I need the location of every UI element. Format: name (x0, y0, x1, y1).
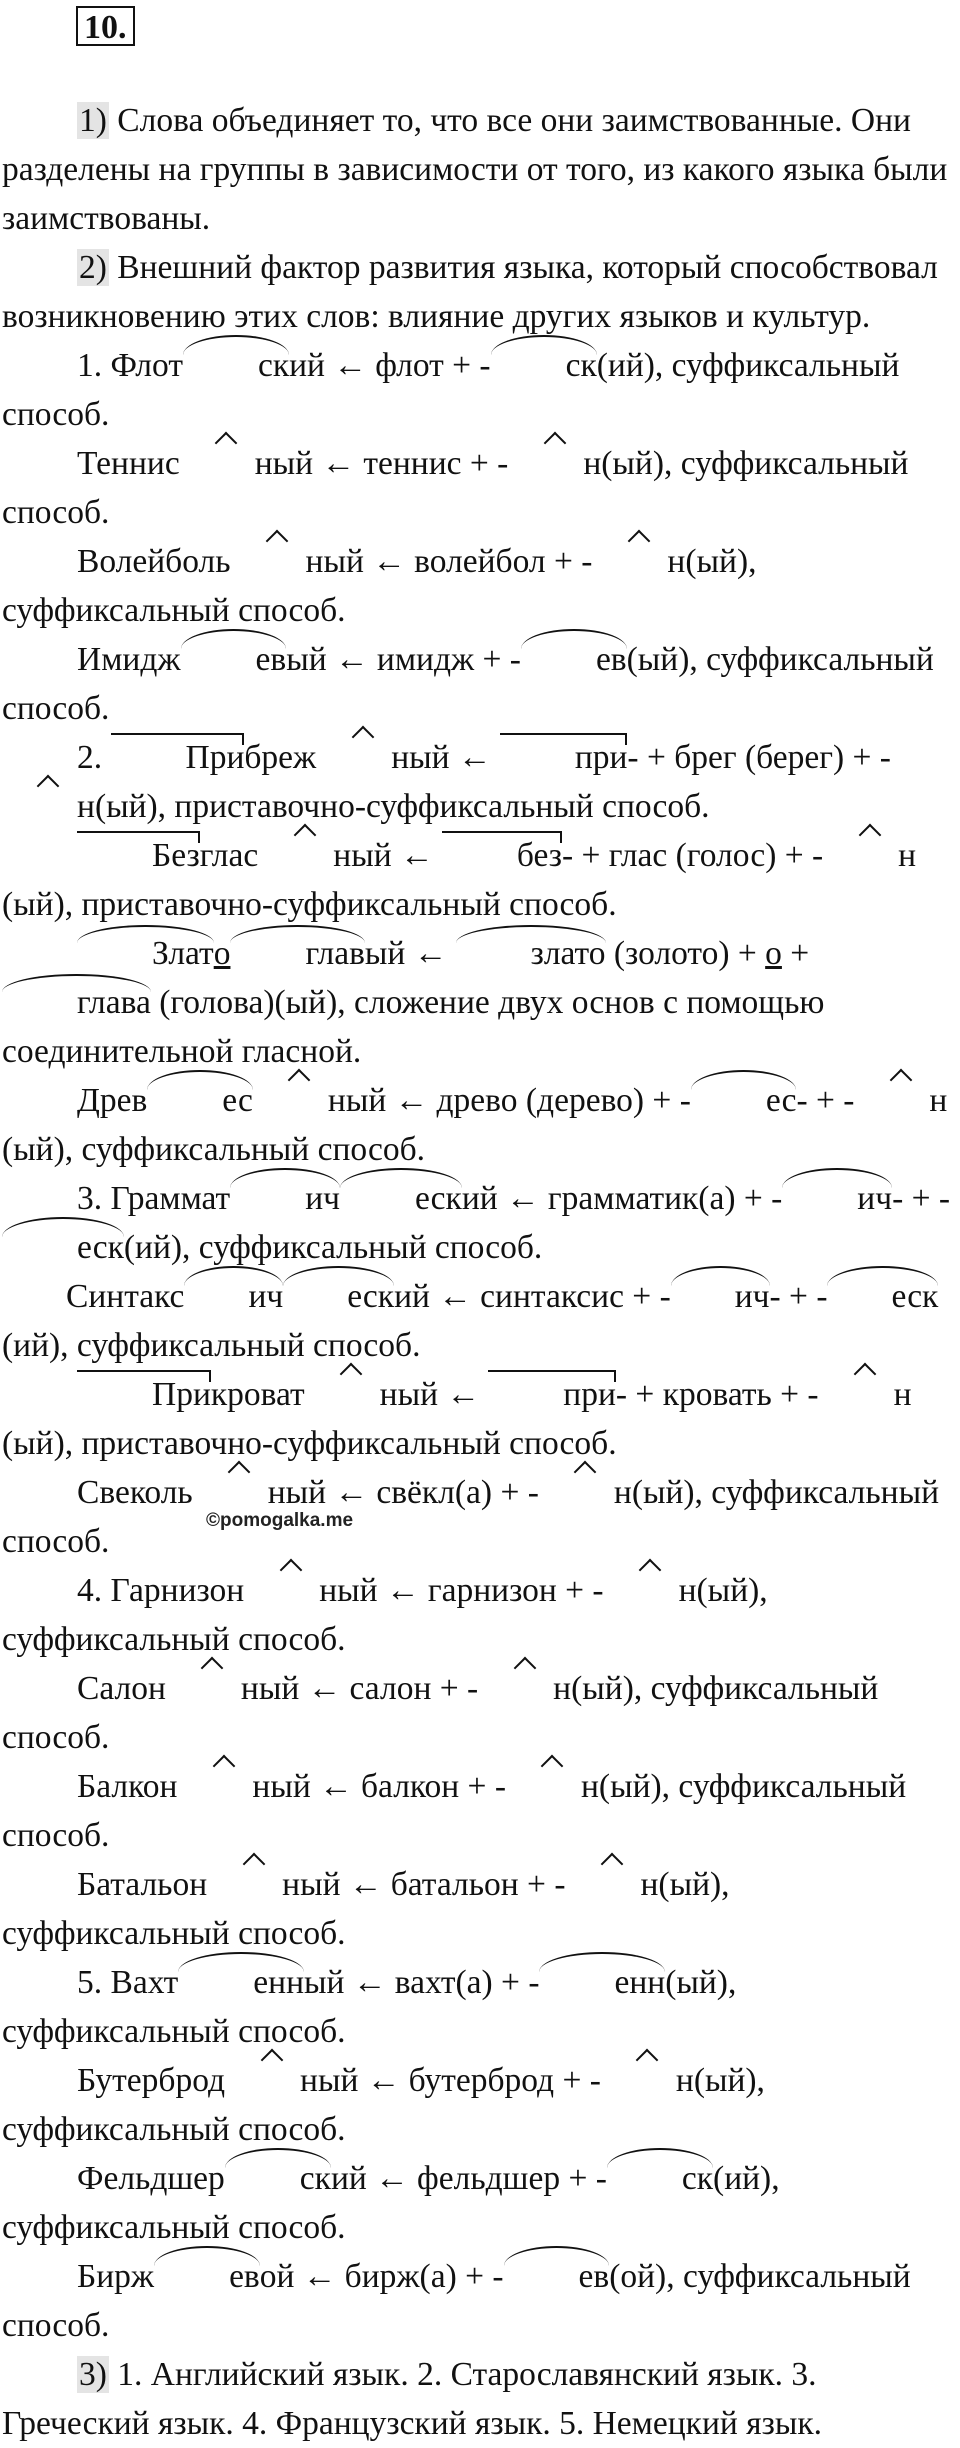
text-fragment: н (316, 733, 409, 782)
text-fragment: (ой), суффиксальный способ. (2, 2258, 911, 2344)
text-fragment: + (781, 935, 810, 972)
text-fragment: н (854, 1076, 947, 1125)
text-fragment: ый ← теннис + - (272, 445, 509, 482)
text-fragment: ск (225, 2154, 331, 2203)
line-buterbrodny (2, 2056, 956, 2154)
text-fragment: еск (340, 1174, 462, 1223)
text-fragment: ев (521, 635, 627, 684)
text-fragment: енн (178, 1958, 304, 2007)
text-fragment: Синтакс (66, 1278, 185, 1315)
text-fragment: н (166, 1664, 259, 1713)
line-batalonny (2, 1860, 956, 1958)
text-fragment: ый ← (397, 1376, 489, 1413)
text-fragment: н (506, 1762, 599, 1811)
line-birzhevoy (2, 2252, 956, 2350)
paragraph-2 (2, 243, 956, 341)
text-fragment: ий ← грамматик(а) + - (461, 1180, 783, 1217)
watermark: ©pomogalka.me (206, 1510, 354, 1531)
text-fragment: (ый), суффиксальный способ. (2, 1572, 768, 1658)
line-imidzhevy (2, 635, 956, 733)
text-fragment: н (231, 537, 324, 586)
text-fragment: ый ← гарнизон + - (337, 1572, 604, 1609)
text-fragment: ий ← синтаксис + - (394, 1278, 671, 1315)
paragraph-1-text: Слова объединяет то, что все они заимствованные. Они разделены на группы в зависимости от того, из какого языка были заимствованы. (2, 102, 948, 237)
line-flotsky (2, 341, 956, 439)
text-fragment: Имидж (77, 641, 181, 678)
text-fragment: 3. Граммат (77, 1180, 231, 1217)
item-marker-2: 2) (79, 249, 107, 286)
text-fragment: н (565, 1860, 658, 1909)
text-fragment: злато (456, 929, 606, 978)
text-fragment: н (823, 831, 916, 880)
answer-text (2, 96, 956, 2448)
text-fragment: н (601, 2056, 694, 2105)
text-fragment: ой ← бирж(а) + - (259, 2258, 504, 2295)
text-fragment: без (442, 831, 562, 880)
text-fragment: ый ← вахт(а) + - (304, 1964, 540, 2001)
text-fragment: ск (607, 2154, 713, 2203)
text-fragment: ий ← флот + - (289, 347, 491, 384)
text-fragment: (ый), суффиксальный способ. (2, 641, 934, 727)
line-feldshersky (2, 2154, 956, 2252)
text-fragment: ый ← балкон + - (270, 1768, 506, 1805)
text-fragment: н (225, 2056, 318, 2105)
text-fragment: н (478, 1664, 571, 1713)
text-fragment: (золото) + (605, 935, 766, 972)
text-fragment: ый ← древо (дерево) + - (345, 1082, 691, 1119)
text-fragment: ес (147, 1076, 253, 1125)
line-drevesny (2, 1076, 956, 1174)
text-fragment: ий ← фельдшер + - (330, 2160, 607, 2197)
text-fragment: еск (283, 1272, 394, 1321)
text-fragment: Волейболь (77, 543, 231, 580)
line-vakhtenny (2, 1958, 956, 2056)
item-marker-3: 3) (79, 2356, 107, 2393)
text-fragment: 4. Гарнизон (77, 1572, 245, 1609)
line-voleybolny (2, 537, 956, 635)
text-fragment: н (305, 1370, 398, 1419)
text-fragment: еск (827, 1272, 938, 1321)
text-fragment: ев (181, 635, 287, 684)
text-fragment: Теннис (77, 445, 180, 482)
text-fragment: (ый), суффиксальный способ. (2, 543, 757, 629)
text-fragment: Без (77, 831, 200, 880)
paragraph-3 (2, 2350, 956, 2448)
text-fragment: н (244, 1566, 337, 1615)
text-fragment: н (177, 1762, 270, 1811)
text-fragment: (ый), суффиксальный способ. (2, 1131, 426, 1168)
text-fragment: н (180, 439, 273, 488)
text-fragment: (ый), суффиксальный способ. (2, 445, 909, 531)
text-fragment: ск (183, 341, 289, 390)
text-fragment: Фельдшер (77, 2160, 225, 2197)
text-fragment: (ый), приставочно-суффиксальный способ. (2, 1425, 617, 1462)
text-fragment: ый ← свёкл(а) + - (285, 1474, 539, 1511)
text-fragment: Салон (77, 1670, 166, 1707)
text-fragment: н (819, 1370, 912, 1419)
text-fragment: бреж (244, 739, 317, 776)
text-fragment: (ий), суффиксальный способ. (2, 347, 900, 433)
line-bezglasny (2, 831, 956, 929)
line-garnizonny (2, 1566, 956, 1664)
text-fragment: ск (491, 341, 597, 390)
text-fragment: (ый), суффиксальный способ. (2, 1964, 737, 2050)
line-balkonny (2, 1762, 956, 1860)
text-fragment: - + кровать + - (615, 1376, 819, 1413)
text-fragment: н (604, 1566, 697, 1615)
text-fragment: н (253, 1076, 346, 1125)
text-fragment: глас (199, 837, 259, 874)
paragraph-2-text: Внешний фактор развития языка, который способствовал возникновению этих слов: влияние других языков и культур. (2, 249, 938, 335)
text-fragment: Балкон (77, 1768, 178, 1805)
text-fragment: ый ← имидж + - (286, 641, 521, 678)
text-fragment: (ый), суффиксальный способ. (2, 1866, 730, 1952)
text-fragment: (ий), суффиксальный способ. (123, 1229, 543, 1266)
text-fragment: о (213, 935, 231, 972)
line-salonny (2, 1664, 956, 1762)
text-fragment: Бирж (77, 2258, 155, 2295)
text-fragment: ый ← (364, 935, 456, 972)
text-fragment: ый ← (351, 837, 442, 874)
text-fragment: Древ (77, 1082, 148, 1119)
text-fragment: (ий), суффиксальный способ. (2, 2160, 780, 2246)
line-zlatoglavy (2, 929, 956, 1076)
line-pribrezhny (2, 733, 956, 831)
text-fragment: глав (230, 929, 364, 978)
text-fragment: - + - (892, 1180, 951, 1217)
text-fragment: глава (2, 978, 151, 1027)
text-fragment: ев (504, 2252, 610, 2301)
text-fragment: ич (230, 1174, 340, 1223)
text-fragment: При (77, 1370, 211, 1419)
line-prikrovatny (2, 1370, 956, 1468)
text-fragment: (ий), суффиксальный способ. (2, 1327, 421, 1364)
text-fragment: Батальон (77, 1866, 208, 1903)
text-fragment: ес (691, 1076, 797, 1125)
text-fragment: (ый), суффиксальный способ. (2, 1768, 907, 1854)
text-fragment: (ый), приставочно-суффиксальный способ. (2, 886, 617, 923)
text-fragment: 2. (77, 739, 111, 776)
text-fragment: н (2, 782, 95, 831)
text-fragment: ый ← салон + - (258, 1670, 479, 1707)
text-fragment: (голова)(ый), сложение двух основ с помощью соединительной гласной. (2, 984, 825, 1070)
item-marker-1: 1) (79, 102, 107, 139)
text-fragment: (ый), приставочно-суффиксальный способ. (94, 788, 710, 825)
text-fragment: - + глас (голос) + - (562, 837, 824, 874)
line-svekolny (2, 1468, 956, 1566)
text-fragment: н (258, 831, 351, 880)
paragraph-3-text: 1. Английский язык. 2. Старославянский язык. 3. Греческий язык. 4. Французский язык. 5. Немецкий язык. (2, 2356, 822, 2442)
line-sintaksichesky (2, 1272, 956, 1370)
text-fragment: При (111, 733, 245, 782)
task-number: 10. (76, 6, 135, 46)
text-fragment: (ый), суффиксальный способ. (2, 1474, 940, 1560)
text-fragment: о (765, 935, 782, 972)
text-fragment: - + - (769, 1278, 828, 1315)
text-fragment: - + - (796, 1082, 855, 1119)
text-fragment: н (592, 537, 685, 586)
text-fragment: при (500, 733, 628, 782)
text-fragment: ич (184, 1272, 283, 1321)
text-fragment: - + брег (берег) + - (627, 739, 891, 776)
text-fragment: кроват (210, 1376, 305, 1413)
text-fragment: ев (154, 2252, 260, 2301)
text-fragment: ый ← (409, 739, 500, 776)
line-grammatichesky (2, 1174, 956, 1272)
text-fragment: (ый), суффиксальный способ. (2, 2062, 765, 2148)
paragraph-1 (2, 96, 956, 243)
line-tennisny (2, 439, 956, 537)
text-fragment: Свеколь (77, 1474, 193, 1511)
text-fragment: н (508, 439, 601, 488)
text-fragment: ый ← волейбол + - (323, 543, 593, 580)
text-fragment: Бутерброд (77, 2062, 226, 2099)
text-fragment: (ый), суффиксальный способ. (2, 1670, 879, 1756)
text-fragment: ич (782, 1174, 892, 1223)
text-fragment: н (539, 1468, 632, 1517)
text-fragment: енн (539, 1958, 665, 2007)
text-fragment: ич (671, 1272, 770, 1321)
text-fragment: Злат (77, 929, 214, 978)
text-fragment: при (488, 1370, 616, 1419)
text-fragment: н (207, 1860, 300, 1909)
text-fragment: 1. Флот (77, 347, 183, 384)
text-fragment: 5. Вахт (77, 1964, 179, 2001)
text-fragment: ый ← батальон + - (300, 1866, 566, 1903)
text-fragment: н (193, 1468, 286, 1517)
text-fragment: еск (2, 1223, 124, 1272)
text-fragment: ый ← бутерброд + - (317, 2062, 601, 2099)
